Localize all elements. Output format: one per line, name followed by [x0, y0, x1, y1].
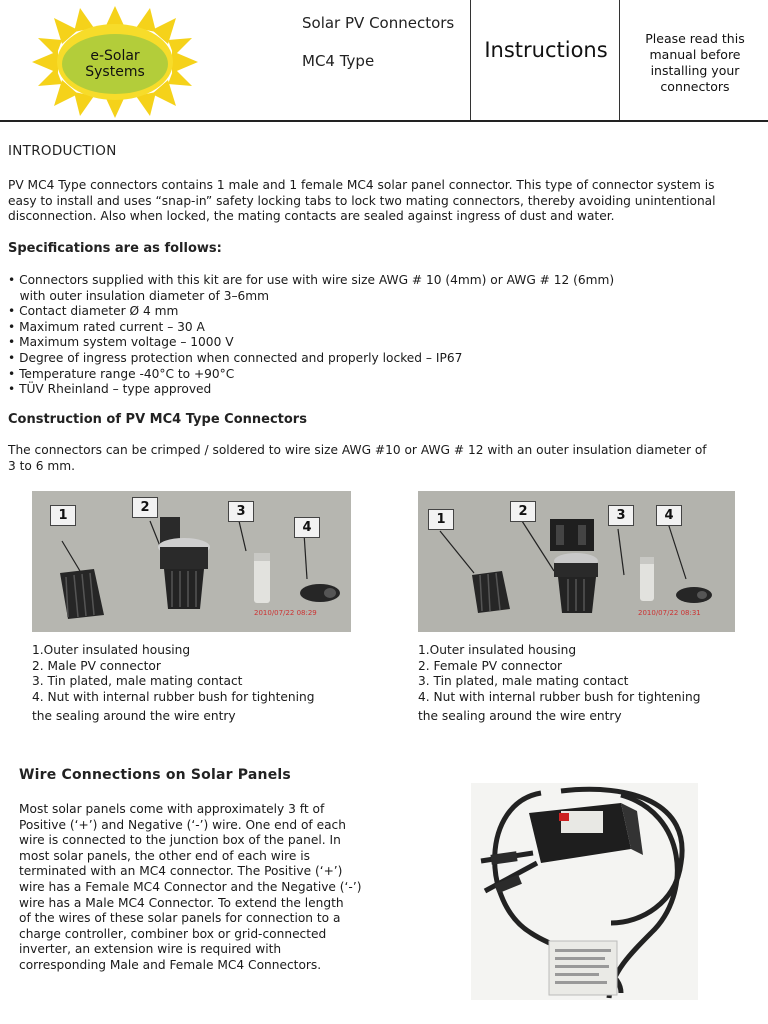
- intro-line: disconnection. Also when locked, the mating contacts are sealed against ingress of dust and water.: [8, 209, 615, 224]
- photo-timestamp: 2010/07/22 08:29: [254, 609, 317, 617]
- caption-line: 3. Tin plated, male mating contact: [418, 674, 629, 689]
- part-label-2: 2: [132, 497, 158, 518]
- caption-line: 3. Tin plated, male mating contact: [32, 674, 243, 689]
- caption-line: 2. Female PV connector: [418, 658, 563, 673]
- wire-line: Most solar panels come with approximately 3 ft of: [19, 802, 325, 816]
- specs-list: [8, 273, 614, 398]
- caption-line: the sealing around the wire entry: [418, 709, 622, 724]
- wire-line: terminated with an MC4 connector. The Positive (‘+’): [19, 864, 343, 879]
- construction-line: 3 to 6 mm.: [8, 458, 75, 473]
- wire-line: charge controller, combiner box or grid-connected: [19, 926, 327, 941]
- spec-item: • Connectors supplied with this kit are for use with wire size AWG # 10 (4mm) or AWG # 12 (6mm): [8, 273, 615, 287]
- male-connector-photo: [32, 491, 351, 632]
- logo-line-1: e-Solar: [90, 48, 140, 64]
- caption-line: the sealing around the wire entry: [32, 709, 236, 724]
- wire-line: most solar panels, the other end of each wire is: [19, 848, 310, 863]
- part-label-4: 4: [294, 517, 320, 538]
- wire-line: wire has a Male MC4 Connector. To extend the length: [19, 895, 344, 910]
- read-manual-note: Please read this manual before installing your connectors: [645, 31, 745, 94]
- intro-line: easy to install and uses “snap-in” safety locking tabs to lock two mating connectors, thereby avoiding unintentional: [8, 193, 716, 208]
- specs-heading: Specifications are as follows:: [8, 241, 222, 256]
- document-header: [0, 0, 768, 122]
- wire-line: wire has a Female MC4 Connector and the Negative (‘-’): [19, 879, 362, 894]
- caption-line: 4. Nut with internal rubber bush for tightening: [32, 689, 315, 704]
- caption-line: 1.Outer insulated housing: [32, 643, 191, 657]
- spec-item: • Maximum rated current – 30 A: [8, 319, 205, 334]
- construction-heading: Construction of PV MC4 Type Connectors: [8, 412, 307, 427]
- wire-line: of the wires of these solar panels for connection to a: [19, 911, 341, 926]
- female-caption: [418, 643, 700, 725]
- caption-line: 4. Nut with internal rubber bush for tightening: [418, 689, 701, 704]
- intro-paragraph: [8, 178, 716, 225]
- spec-item: • Temperature range -40°C to +90°C: [8, 366, 235, 381]
- wire-line: inverter, an extension wire is required with: [19, 942, 282, 957]
- construction-paragraph: [8, 443, 707, 474]
- wire-connections-paragraph: [19, 802, 389, 974]
- header-divider: [470, 0, 471, 121]
- logo-text: [30, 48, 200, 80]
- wire-connections-heading: Wire Connections on Solar Panels: [19, 767, 291, 783]
- female-connector-photo: [418, 491, 735, 632]
- spec-item: with outer insulation diameter of 3–6mm: [8, 288, 270, 303]
- construction-line: The connectors can be crimped / soldered to wire size AWG #10 or AWG # 12 with an outer insulation diameter of: [8, 443, 707, 457]
- male-caption: [32, 643, 314, 725]
- logo-line-2: Systems: [85, 64, 145, 80]
- header-rule: [0, 120, 768, 122]
- junction-box-image: [471, 783, 698, 1000]
- part-label-4: 4: [656, 505, 682, 526]
- caption-line: 1.Outer insulated housing: [418, 643, 577, 657]
- part-label-3: 3: [608, 505, 634, 526]
- spec-item: • Contact diameter Ø 4 mm: [8, 304, 179, 319]
- caption-line: 2. Male PV connector: [32, 658, 161, 673]
- photo-timestamp: 2010/07/22 08:31: [638, 609, 701, 617]
- document-title: Solar PV Connectors: [302, 14, 455, 32]
- wire-line: corresponding Male and Female MC4 Connectors.: [19, 957, 322, 972]
- instructions-label: Instructions: [484, 38, 608, 62]
- spec-item: • TÜV Rheinland – type approved: [8, 382, 212, 397]
- junction-box-photo: [471, 783, 698, 1000]
- wire-line: wire is connected to the junction box of the panel. In: [19, 833, 341, 848]
- part-label-1: 1: [428, 509, 454, 530]
- intro-line: PV MC4 Type connectors contains 1 male and 1 female MC4 solar panel connector. This type of connector system is: [8, 178, 715, 192]
- spec-item: • Degree of ingress protection when connected and properly locked – IP67: [8, 350, 463, 365]
- part-label-2: 2: [510, 501, 536, 522]
- intro-heading: INTRODUCTION: [8, 143, 117, 159]
- part-label-1: 1: [50, 505, 76, 526]
- wire-line: Positive (‘+’) and Negative (‘-’) wire. One end of each: [19, 817, 346, 832]
- spec-item: • Maximum system voltage – 1000 V: [8, 335, 234, 350]
- document-subtitle: MC4 Type: [302, 52, 375, 70]
- part-label-3: 3: [228, 501, 254, 522]
